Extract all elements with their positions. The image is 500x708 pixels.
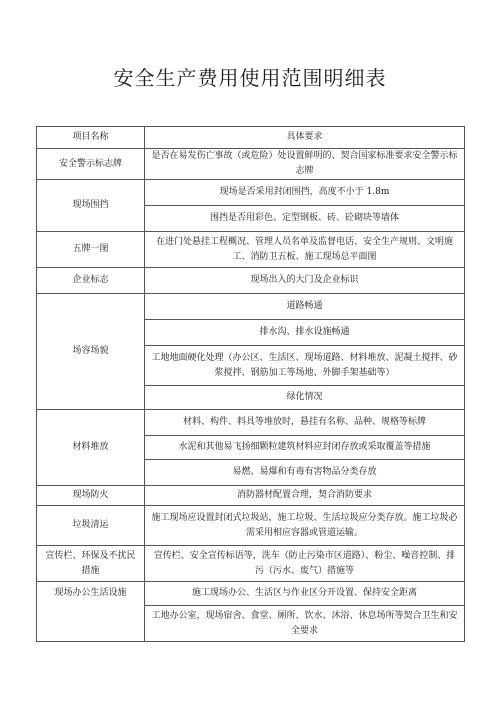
item-name-cell: 现场防火	[37, 486, 145, 506]
requirement-cell: 排水沟、排水设施畅通	[145, 320, 465, 346]
table-header-row	[37, 127, 465, 149]
requirement-cell: 宣传栏、安全宣传标语等，洗车（防止污染市区道路）、粉尘、噪音控制、排污（污水、废气）措施等	[145, 546, 465, 582]
requirement-cell: 在进门处悬挂工程概况、管理人员名单及监督电话、安全生产规则、文明施工、消防卫五板、施工现场总平面图	[145, 232, 465, 268]
requirement-cell: 施工现场办公、生活区与作业区分开设置、保持安全距离	[145, 582, 465, 606]
requirement-cell: 施工现场应设置封闭式垃圾站，施工垃圾、生活垃圾应分类存放。施工垃圾必需采用相应容器或管道运输。	[145, 506, 465, 546]
table-row	[37, 268, 465, 294]
requirement-cell: 绿化情况	[145, 386, 465, 410]
table-row	[37, 486, 465, 506]
item-name-cell: 安全警示标志牌	[37, 149, 145, 180]
page-title: 安全生产费用使用范围明细表	[113, 66, 387, 90]
table-row	[37, 232, 465, 268]
requirement-cell: 易燃、易爆和有毒有害物品分类存放	[145, 460, 465, 486]
item-name-cell: 五牌一图	[37, 232, 145, 268]
requirement-cell: 工地地面硬化处理（办公区、生活区、现场道路、材料堆放、泥凝土搅拌、砂浆搅拌、钢筋加工等场地、外脚手架基础等）	[145, 346, 465, 386]
item-name-cell: 材料堆放	[37, 410, 145, 486]
header-item-name: 项目名称	[37, 127, 145, 149]
requirement-cell: 围挡是否用彩色、定型钢板、砖、砼砌块等墙体	[145, 206, 465, 232]
table-row	[37, 506, 465, 546]
item-name-cell: 宣传栏、环保及不扰民措施	[37, 546, 145, 582]
requirement-cell: 现场是否采用封闭围挡，高度不小于 1.8m	[145, 180, 465, 206]
requirement-cell: 消防器材配置合理，契合消防要求	[145, 486, 465, 506]
item-name-cell: 企业标志	[37, 268, 145, 294]
requirement-cell: 是否在易发伤亡事故（或危险）处设置鲜明的、契合国家标准要求安全警示标志牌	[145, 149, 465, 180]
requirement-cell: 材料、构件、料具等堆放时，悬挂有名称、品种、规格等标牌	[145, 410, 465, 436]
table-row	[37, 180, 465, 206]
item-name-cell: 现场围挡	[37, 180, 145, 232]
requirement-cell: 现场出入的大门及企业标识	[145, 268, 465, 294]
table-row	[37, 149, 465, 180]
requirement-cell: 水泥和其他易飞扬细颗粒建筑材料应封闭存放或采取覆盖等措施	[145, 436, 465, 460]
header-requirements: 具体要求	[145, 127, 465, 149]
table-row	[37, 410, 465, 436]
requirements-table	[36, 126, 465, 642]
item-name-cell: 垃圾清运	[37, 506, 145, 546]
item-name-cell: 场容场貌	[37, 294, 145, 410]
table-row	[37, 582, 465, 606]
table-row	[37, 546, 465, 582]
requirement-cell: 工地办公室，现场宿舍、食堂、厕所、饮水、沐浴、休息场所等契合卫生和安全要求	[145, 606, 465, 642]
requirement-cell: 道路畅通	[145, 294, 465, 320]
item-name-cell: 现场办公生活设施	[37, 582, 145, 642]
table-row	[37, 294, 465, 320]
